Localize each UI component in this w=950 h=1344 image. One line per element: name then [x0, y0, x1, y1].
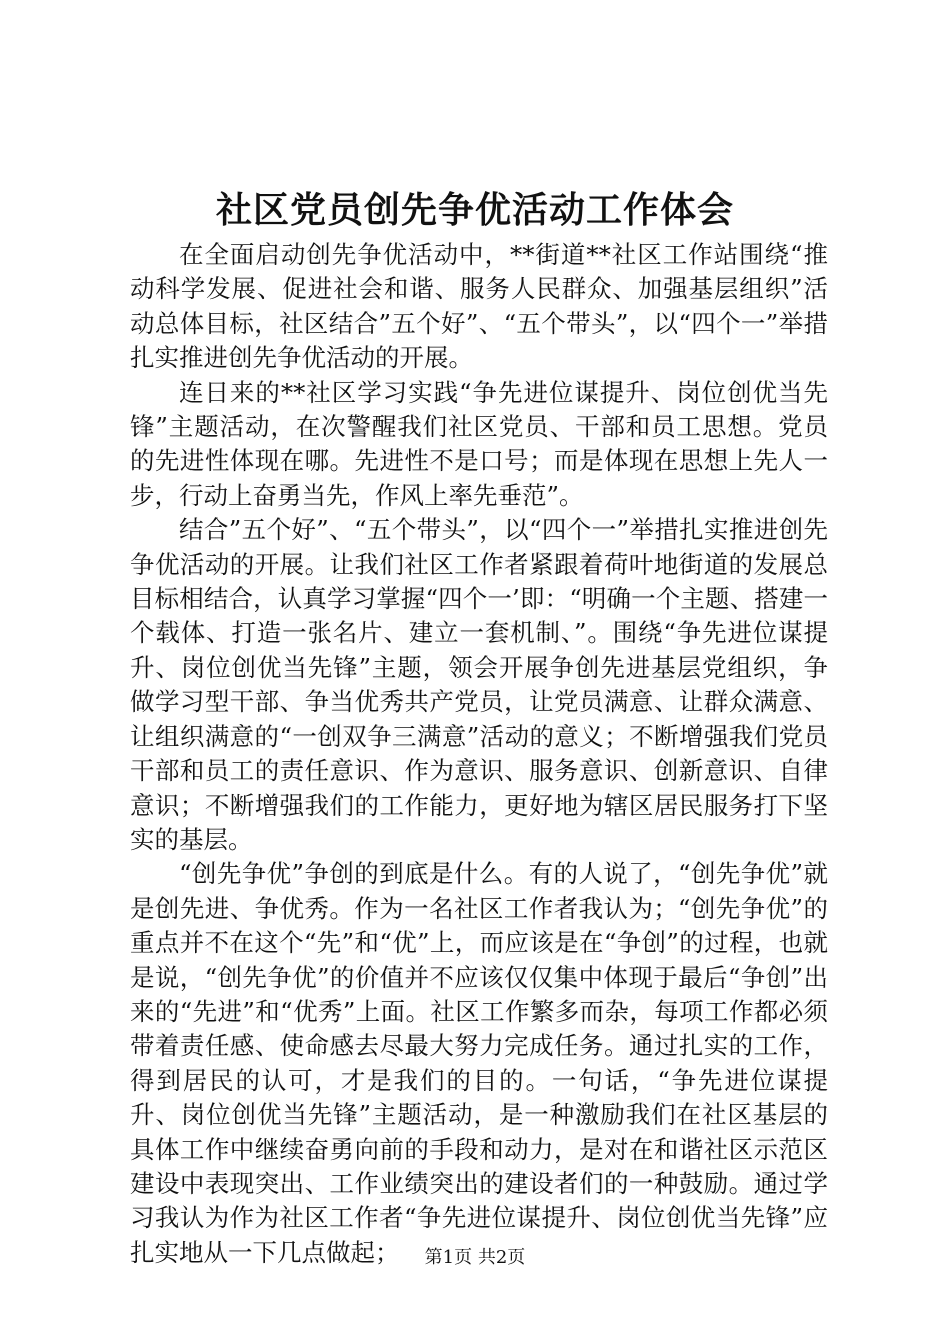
page-title: 社区党员创先争优活动工作体会: [215, 189, 734, 231]
paragraph-4: “创先争优”争创的到底是什么。有的人说了，“创先争优”就是创先进、争优秀。作为一名社区工作者我认为；“创先争优”的重点并不在这个“先”和“优”上，而应该是在“争创”的过程，也就是说，“创先争优”的价值并不应该仅仅集中体现于最后“争创”出来的“先进”和“优秀”上面。社区工作繁多而杂，每项工作都必须带着责任感、使命感去尽最大努力完成任务。通过扎实的工作，得到居民的认可，才是我们的目的。一句话，“争先进位谋提升、岗位创优当先锋”主题活动，是一种激励我们在社区基层的具体工作中继续奋勇向前的手段和动力，是对在和谐社区示范区建设中表现突出、工作业绩突出的建设者们的一种鼓励。通过学习我认为作为社区工作者“争先进位谋提升、岗位创优当先锋”应扎实地从一下几点做起；: [130, 859, 828, 1267]
paragraph-1: 在全面启动创先争优活动中，**街道**社区工作站围绕“推动科学发展、促进社会和谐、服务人民群众、加强基层组织”活动总体目标，社区结合”五个好”、“五个带头”，以“四个一”举措扎实推进创先争优活动的开展。: [130, 240, 828, 373]
paragraph-3: 结合”五个好”、“五个带头”，以“四个一”举措扎实推进创先争优活动的开展。让我们社区工作者紧跟着荷叶地街道的发展总目标相结合，认真学习掌握“四个一’即：“明确一个主题、搭建一个载体、打造一张名片、建立一套机制、”。围绕“争先进位谋提升、岗位创优当先锋”主题，领会开展争创先进基层党组织，争做学习型干部、争当优秀共产党员，让党员满意、让群众满意、让组织满意的“一创双争三满意”活动的意义；不断增强我们党员干部和员工的责任意识、作为意识、服务意识、创新意识、自律意识；不断增强我们的工作能力，更好地为辖区居民服务打下坚实的基层。: [130, 515, 828, 854]
page-number-footer: 第1页 共2页: [424, 1247, 526, 1268]
paragraph-2: 连日来的**社区学习实践“争先进位谋提升、岗位创优当先锋”主题活动，在次警醒我们社区党员、干部和员工思想。党员的先进性体现在哪。先进性不是口号；而是体现在思想上先人一步，行动上奋勇当先，作风上率先垂范”。: [130, 377, 828, 510]
document-body: [130, 238, 828, 1270]
